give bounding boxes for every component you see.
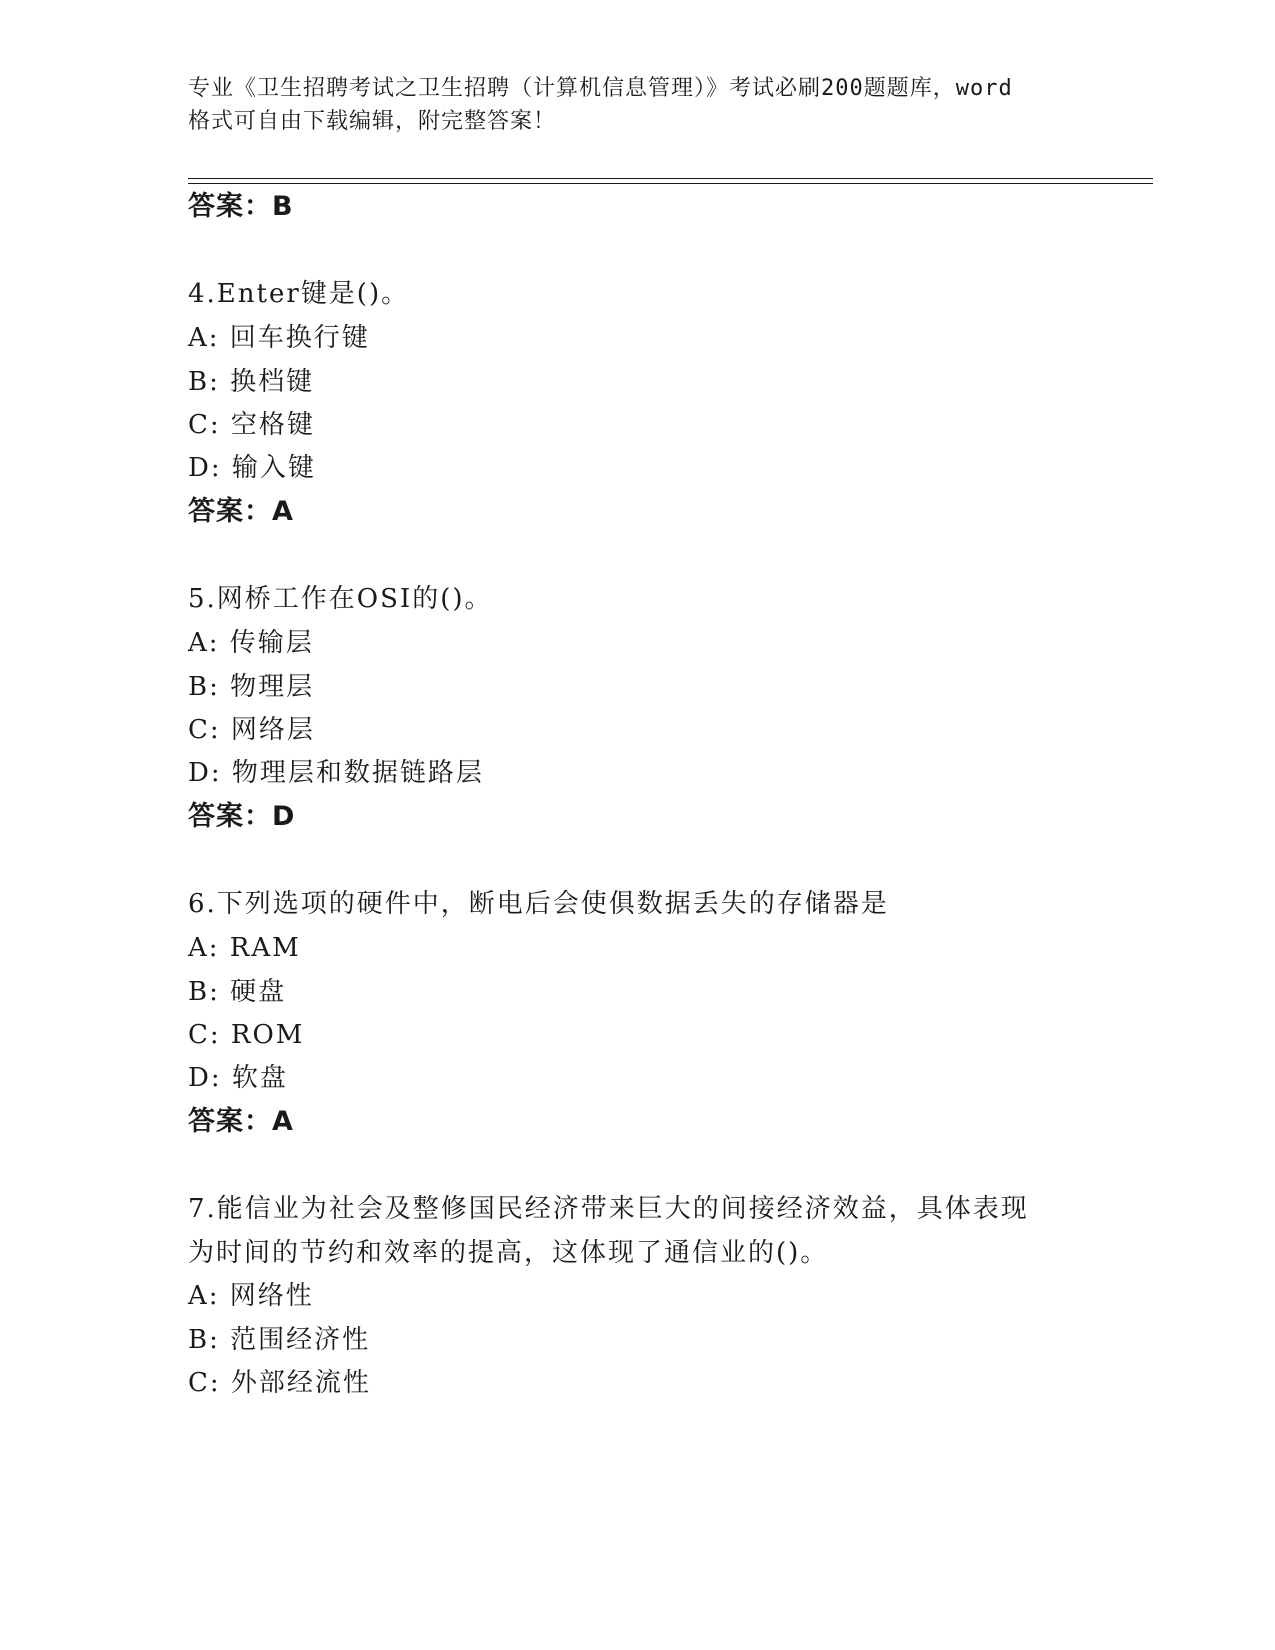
header-rule-bottom xyxy=(188,183,1153,184)
header-rule-top xyxy=(188,178,1153,179)
question-7-stem-line-2: 为时间的节约和效率的提高，这体现了通信业的()。 xyxy=(188,1238,829,1268)
question-5-stem: 5.网桥工作在OSI的()。 xyxy=(188,584,493,614)
question-4-answer: 答案：A xyxy=(188,496,294,527)
question-4-option-b: B: 换档键 xyxy=(188,367,315,397)
question-7-stem-line-1: 7.能信业为社会及整修国民经济带来巨大的间接经济效益，具体表现 xyxy=(188,1194,1029,1224)
question-6-answer: 答案：A xyxy=(188,1106,294,1137)
document-header xyxy=(188,72,1088,138)
question-7-option-a: A: 网络性 xyxy=(188,1281,314,1311)
question-6-stem: 6.下列选项的硬件中，断电后会使俱数据丢失的存储器是 xyxy=(188,889,889,919)
question-4-option-a: A: 回车换行键 xyxy=(188,323,370,353)
question-6-option-d: D: 软盘 xyxy=(188,1063,288,1093)
question-5-answer: 答案：D xyxy=(188,801,296,832)
question-5-option-a: A: 传输层 xyxy=(188,628,314,658)
previous-answer: 答案：B xyxy=(188,191,294,222)
header-line-2: 格式可自由下载编辑，附完整答案！ xyxy=(188,109,557,134)
question-4-stem: 4.Enter键是()。 xyxy=(188,279,410,309)
header-line-1: 专业《卫生招聘考试之卫生招聘（计算机信息管理）》考试必刷200题题库，word xyxy=(188,76,1013,101)
question-7-option-c: C: 外部经流性 xyxy=(188,1368,371,1398)
question-4-option-d: D: 输入键 xyxy=(188,453,316,483)
question-6-option-b: B: 硬盘 xyxy=(188,977,287,1007)
question-5-option-b: B: 物理层 xyxy=(188,672,315,702)
question-5-option-d: D: 物理层和数据链路层 xyxy=(188,758,484,788)
question-6-option-c: C: ROM xyxy=(188,1020,305,1050)
question-5-option-c: C: 网络层 xyxy=(188,715,315,745)
question-7-option-b: B: 范围经济性 xyxy=(188,1325,371,1355)
question-6-option-a: A: RAM xyxy=(188,933,301,963)
question-4-option-c: C: 空格键 xyxy=(188,410,315,440)
